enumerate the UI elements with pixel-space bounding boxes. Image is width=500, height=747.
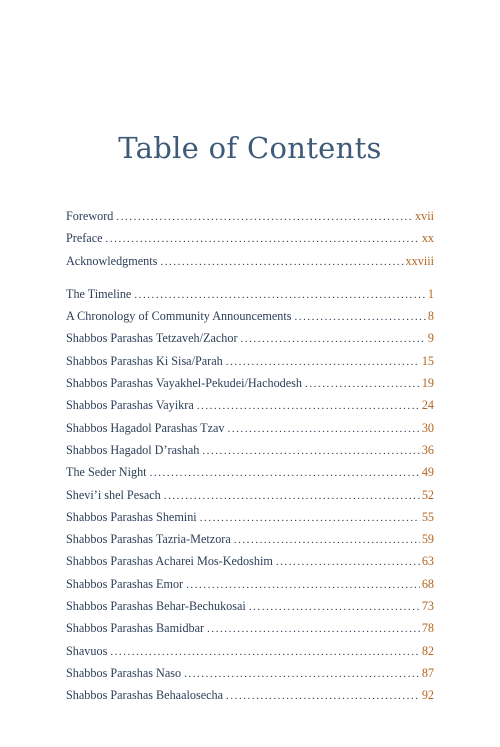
toc-entry-chapter[interactable] [66, 599, 434, 621]
toc-entry-chapter[interactable] [66, 621, 434, 643]
dot-leader [226, 356, 420, 368]
dot-leader [197, 400, 420, 412]
toc-entry-title: A Chronology of Community Announcements [66, 309, 292, 324]
toc-entry-foreword[interactable] [66, 209, 434, 231]
toc-entry-page: xx [421, 231, 434, 246]
toc-entry-chapter[interactable] [66, 309, 434, 331]
toc-entry-title: Shavuos [66, 643, 108, 658]
section-spacer [66, 276, 434, 287]
toc-entry-title: Foreword [66, 209, 114, 223]
toc-entry-chapter[interactable] [66, 644, 434, 666]
toc-entry-page: xvii [415, 209, 434, 223]
toc-entry-page: 82 [421, 643, 434, 658]
toc-entry-acknowledgments[interactable] [66, 254, 434, 276]
toc-entry-chapter[interactable] [66, 688, 434, 710]
toc-entry-preface[interactable] [66, 231, 434, 253]
dot-leader [150, 467, 420, 479]
toc-entry-page: 49 [421, 465, 434, 480]
toc-entry-page: 55 [421, 509, 434, 524]
toc-entry-page: 52 [421, 487, 434, 502]
toc-entry-page: 8 [427, 309, 434, 324]
toc-entry-title: Preface [66, 231, 103, 246]
toc-entry-title: Shabbos Hagadol Parashas Tzav [66, 420, 225, 435]
dot-leader [294, 311, 425, 323]
toc-entry-chapter[interactable] [66, 532, 434, 554]
dot-leader [110, 646, 420, 658]
toc-entry-chapter[interactable] [66, 465, 434, 487]
toc-entry-title: Shabbos Parashas Tetzaveh/Zachor [66, 331, 238, 346]
toc-entry-title: The Timeline [66, 286, 132, 301]
toc-entry-chapter[interactable] [66, 287, 434, 309]
dot-leader [228, 423, 420, 435]
dot-leader [207, 623, 420, 635]
toc-entry-title: Shabbos Parashas Vayakhel-Pekudei/Hachodesh [66, 376, 303, 391]
table-of-contents [66, 209, 434, 711]
toc-entry-chapter[interactable] [66, 666, 434, 688]
toc-entry-chapter[interactable] [66, 510, 434, 532]
dot-leader [202, 445, 419, 457]
toc-entry-title: Shabbos Parashas Behar-Bechukosai [66, 599, 246, 614]
toc-entry-title: Shabbos Parashas Acharei Mos-Kedoshim [66, 554, 273, 569]
toc-entry-chapter[interactable] [66, 421, 434, 443]
toc-entry-page: 24 [421, 398, 434, 413]
toc-entry-title: Acknowledgments [66, 253, 158, 268]
dot-leader [184, 668, 420, 680]
toc-entry-page: 68 [421, 576, 434, 591]
toc-entry-title: Shabbos Parashas Shemini [66, 509, 197, 524]
toc-entry-page: 92 [421, 688, 434, 703]
toc-entry-page: 73 [421, 599, 434, 614]
dot-leader [164, 490, 420, 502]
dot-leader [160, 256, 403, 268]
toc-entry-chapter[interactable] [66, 331, 434, 353]
dot-leader [305, 378, 420, 390]
toc-entry-chapter[interactable] [66, 443, 434, 465]
toc-entry-page: 30 [421, 420, 434, 435]
toc-entry-page: 15 [421, 353, 434, 368]
toc-entry-title: The Seder Night [66, 465, 147, 480]
dot-leader [134, 289, 426, 301]
toc-entry-page: 87 [421, 665, 434, 680]
toc-entry-chapter[interactable] [66, 554, 434, 576]
dot-leader [106, 233, 420, 245]
toc-entry-chapter[interactable] [66, 354, 434, 376]
toc-entry-page: 9 [427, 331, 434, 346]
toc-entry-title: Shabbos Parashas Tazria-Metzora [66, 532, 231, 547]
toc-entry-title: Shabbos Parashas Emor [66, 576, 184, 591]
dot-leader [276, 556, 420, 568]
toc-entry-chapter[interactable] [66, 398, 434, 420]
dot-leader [226, 690, 420, 702]
page-title: Table of Contents [118, 131, 382, 166]
dot-leader [249, 601, 420, 613]
dot-leader [241, 333, 426, 345]
toc-entry-page: 63 [421, 554, 434, 569]
dot-leader [200, 512, 420, 524]
toc-entry-chapter[interactable] [66, 376, 434, 398]
toc-entry-chapter[interactable] [66, 488, 434, 510]
toc-entry-page: xxviii [405, 253, 434, 268]
toc-entry-title: Shevi’i shel Pesach [66, 487, 161, 502]
dot-leader [186, 579, 420, 591]
toc-entry-title: Shabbos Hagadol D’rashah [66, 442, 200, 457]
toc-entry-page: 1 [427, 286, 434, 301]
toc-entry-title: Shabbos Parashas Ki Sisa/Parah [66, 353, 223, 368]
toc-entry-title: Shabbos Parashas Behaalosecha [66, 688, 224, 703]
dot-leader [234, 534, 420, 546]
toc-entry-page: 19 [421, 376, 434, 391]
toc-entry-title: Shabbos Parashas Bamidbar [66, 621, 205, 636]
toc-entry-page: 36 [421, 442, 434, 457]
toc-entry-title: Shabbos Parashas Vayikra [66, 398, 194, 413]
toc-entry-title: Shabbos Parashas Naso [66, 665, 182, 680]
toc-entry-chapter[interactable] [66, 577, 434, 599]
toc-entry-page: 78 [421, 621, 434, 636]
dot-leader [116, 211, 413, 223]
toc-entry-page: 59 [421, 532, 434, 547]
